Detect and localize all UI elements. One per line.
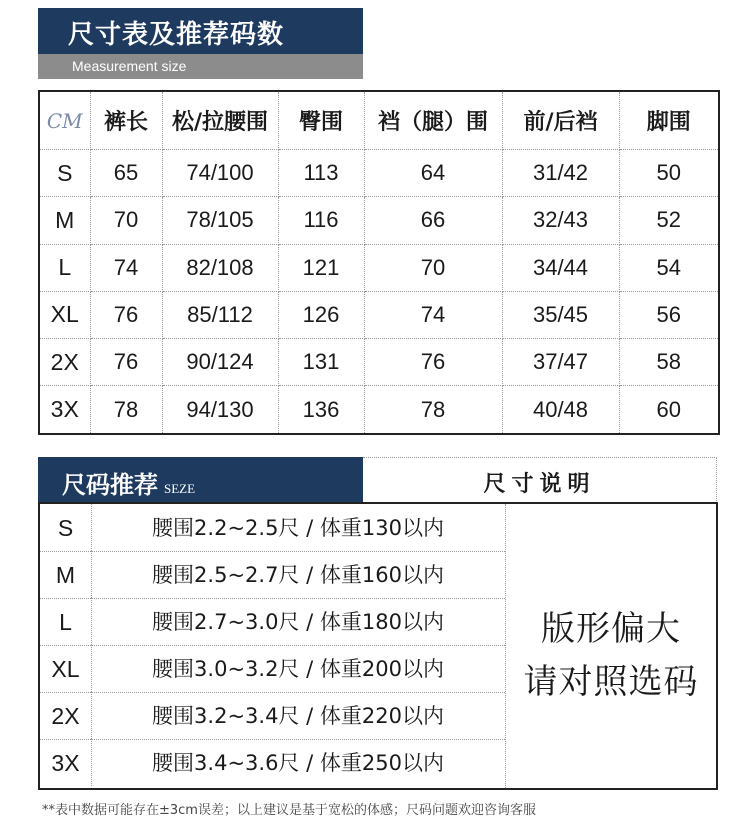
table-cell: 136: [278, 386, 364, 434]
table-header-row: [39, 91, 719, 150]
table-cell: 85/112: [162, 291, 278, 338]
header-thigh: 裆（腿）围: [364, 91, 502, 150]
table-cell: 94/130: [162, 386, 278, 434]
recommend-size: 3X: [40, 739, 92, 786]
measurement-header: [38, 8, 363, 54]
list-item: [40, 504, 505, 552]
table-cell: 76: [90, 339, 162, 386]
measurement-table: [38, 90, 720, 435]
recommend-size: XL: [40, 645, 92, 692]
measurement-title: 尺寸表及推荐码数: [68, 20, 285, 50]
table-cell: 70: [90, 197, 162, 244]
table-cell: 50: [619, 150, 719, 197]
size-note-title: 尺寸说明: [483, 472, 596, 497]
recommend-title-text: 尺码推荐: [62, 470, 158, 499]
recommend-subtitle: SEZE: [164, 481, 196, 496]
table-cell: 37/47: [502, 339, 619, 386]
table-cell: 31/42: [502, 150, 619, 197]
measurement-subtitle: Measurement size: [72, 58, 187, 74]
header-waist: 松/拉腰围: [162, 91, 278, 150]
table-cell: 74: [90, 244, 162, 291]
table-cell: 126: [278, 291, 364, 338]
header-hem: 脚围: [619, 91, 719, 150]
size-note-header: [363, 457, 717, 503]
size-cell: S: [39, 150, 90, 197]
table-cell: 54: [619, 244, 719, 291]
size-cell: 2X: [39, 339, 90, 386]
recommend-title: [62, 465, 195, 500]
table-cell: 70: [364, 244, 502, 291]
table-row: [39, 150, 719, 197]
table-row: [39, 291, 719, 338]
table-row: [39, 197, 719, 244]
size-note-box: [505, 504, 716, 788]
table-cell: 116: [278, 197, 364, 244]
list-item: [40, 598, 505, 646]
table-row: [39, 339, 719, 386]
table-cell: 60: [619, 386, 719, 434]
recommend-header: [38, 457, 363, 502]
recommend-size: L: [40, 598, 92, 645]
recommend-desc: 腰围3.0~3.2尺 / 体重200以内: [152, 657, 444, 681]
table-cell: 32/43: [502, 197, 619, 244]
header-length: 裤长: [90, 91, 162, 150]
size-cell: L: [39, 244, 90, 291]
table-cell: 34/44: [502, 244, 619, 291]
table-cell: 78: [90, 386, 162, 434]
table-cell: 76: [90, 291, 162, 338]
size-note-line1: 版形偏大: [541, 609, 681, 649]
measurement-subheader: [38, 54, 363, 79]
size-cell: M: [39, 197, 90, 244]
table-cell: 65: [90, 150, 162, 197]
table-cell: 56: [619, 291, 719, 338]
table-cell: 82/108: [162, 244, 278, 291]
table-row: [39, 386, 719, 434]
table-cell: 64: [364, 150, 502, 197]
table-cell: 121: [278, 244, 364, 291]
table-cell: 74/100: [162, 150, 278, 197]
recommend-desc: 腰围2.7~3.0尺 / 体重180以内: [152, 610, 444, 634]
recommend-desc: 腰围2.2~2.5尺 / 体重130以内: [152, 516, 444, 540]
recommend-desc: 腰围3.4~3.6尺 / 体重250以内: [152, 751, 444, 775]
table-cell: 66: [364, 197, 502, 244]
list-item: [40, 551, 505, 599]
table-cell: 78/105: [162, 197, 278, 244]
table-cell: 90/124: [162, 339, 278, 386]
header-hip: 臀围: [278, 91, 364, 150]
size-note-line2: 请对照选码: [523, 662, 699, 702]
recommend-desc: 腰围3.2~3.4尺 / 体重220以内: [152, 704, 444, 728]
table-cell: 76: [364, 339, 502, 386]
recommend-size: S: [40, 504, 92, 551]
list-item: [40, 692, 505, 740]
table-cell: 113: [278, 150, 364, 197]
table-cell: 58: [619, 339, 719, 386]
recommend-table: [38, 502, 718, 790]
table-cell: 52: [619, 197, 719, 244]
table-cell: 78: [364, 386, 502, 434]
footnote: **表中数据可能存在±3cm误差；以上建议是基于宽松的体感；尺码问题欢迎咨询客服: [42, 803, 536, 818]
header-rise: 前/后裆: [502, 91, 619, 150]
recommend-size: M: [40, 551, 92, 598]
table-cell: 74: [364, 291, 502, 338]
recommend-desc: 腰围2.5~2.7尺 / 体重160以内: [152, 563, 444, 587]
table-row: [39, 244, 719, 291]
table-cell: 40/48: [502, 386, 619, 434]
list-item: [40, 739, 505, 786]
size-cell: 3X: [39, 386, 90, 434]
table-cell: 131: [278, 339, 364, 386]
header-cm: CM: [39, 91, 90, 150]
size-cell: XL: [39, 291, 90, 338]
list-item: [40, 645, 505, 693]
table-cell: 35/45: [502, 291, 619, 338]
recommend-size: 2X: [40, 692, 92, 739]
